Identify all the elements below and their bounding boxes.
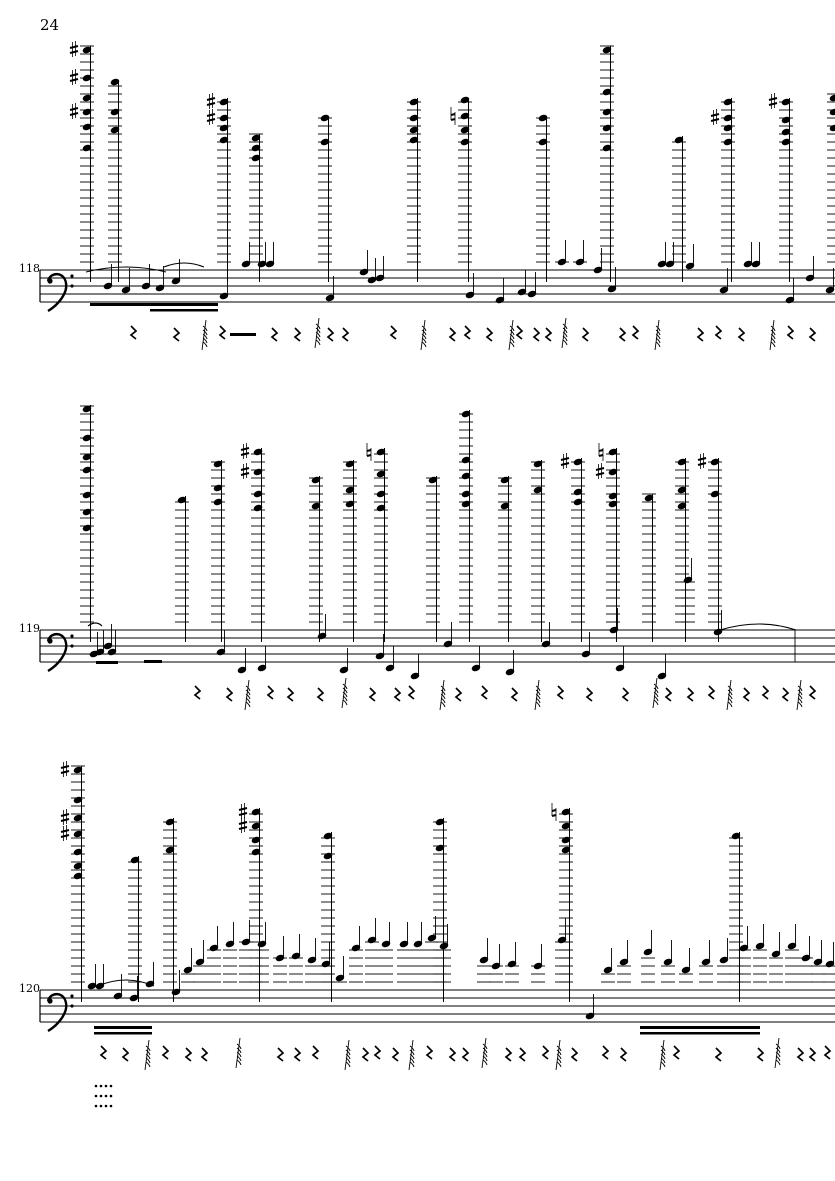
tie (720, 624, 796, 630)
quarter-rest (674, 1046, 679, 1059)
tie (86, 267, 166, 272)
augmentation-dot (110, 1105, 113, 1108)
sharp-bar (207, 114, 215, 116)
sharp-bar (70, 113, 78, 115)
bass-clef-dot (70, 644, 73, 647)
quarter-rest (409, 686, 414, 699)
quarter-rest (463, 1048, 468, 1061)
sharp-bar (70, 74, 78, 76)
measure-number-118: 118 (19, 262, 40, 275)
sharp-bar (239, 808, 247, 810)
quarter-rest (558, 686, 563, 699)
natural-bar (451, 119, 455, 120)
augmentation-dot (105, 1105, 108, 1108)
quarter-rest (512, 688, 517, 701)
quarter-rest (272, 328, 277, 341)
bass-clef-dot (70, 1004, 73, 1007)
sharp-bar (61, 771, 69, 773)
sharp-bar (241, 468, 249, 470)
quarter-rest (788, 326, 793, 339)
quarter-rest (798, 1048, 803, 1061)
natural-bar (599, 450, 603, 451)
quarter-rest (572, 1048, 577, 1061)
natural-bar (599, 455, 603, 456)
quarter-rest (395, 688, 400, 701)
quarter-rest (698, 328, 703, 341)
chord-notehead (829, 94, 835, 103)
sharp-bar (239, 822, 247, 824)
bass-clef-dot (47, 278, 52, 283)
quarter-rest (391, 326, 396, 339)
quarter-rest (375, 1046, 380, 1059)
sharp-bar (61, 830, 69, 832)
quarter-rest (482, 686, 487, 699)
quarter-rest (621, 1048, 626, 1061)
quarter-rest (318, 688, 323, 701)
chord-notehead (829, 124, 835, 133)
quarter-rest (744, 688, 749, 701)
augmentation-dot (95, 1095, 98, 1098)
augmentation-dot (110, 1085, 113, 1088)
quarter-rest (583, 328, 588, 341)
quarter-rest (506, 1048, 511, 1061)
natural-bar (451, 114, 455, 115)
quarter-rest (739, 328, 744, 341)
quarter-rest (543, 1046, 548, 1059)
quarter-rest (227, 688, 232, 701)
augmentation-dot (95, 1105, 98, 1108)
sharp-bar (241, 473, 249, 475)
quarter-rest (202, 1048, 207, 1061)
quarter-rest (313, 1046, 318, 1059)
quarter-rest (393, 1048, 398, 1061)
sharp-bar (239, 813, 247, 815)
sharp-bar (70, 108, 78, 110)
quarter-rest (363, 1048, 368, 1061)
sharp-bar (241, 453, 249, 455)
quarter-rest (546, 328, 551, 341)
beam (94, 1026, 152, 1029)
bass-clef-dot (47, 638, 52, 643)
natural-bar (552, 815, 556, 816)
quarter-rest (534, 328, 539, 341)
sharp-bar (61, 814, 69, 816)
augmentation-dot (100, 1105, 103, 1108)
quarter-rest (288, 688, 293, 701)
quarter-rest (456, 688, 461, 701)
quarter-rest (195, 686, 200, 699)
quarter-rest (131, 326, 136, 339)
quarter-rest (716, 326, 721, 339)
sharp-bar (561, 458, 569, 460)
sharp-bar (241, 448, 249, 450)
sharp-bar (61, 835, 69, 837)
quarter-rest (623, 688, 628, 701)
bass-clef-dot (70, 274, 73, 277)
bass-clef-dot (70, 284, 73, 287)
sharp-bar (207, 98, 215, 100)
quarter-rest (688, 688, 693, 701)
quarter-rest (278, 1048, 283, 1061)
quarter-rest (825, 1046, 830, 1059)
quarter-rest (810, 1048, 815, 1061)
sharp-bar (70, 51, 78, 53)
augmentation-dot (105, 1095, 108, 1098)
tie (164, 263, 204, 267)
tie (98, 980, 154, 986)
half-rest (144, 660, 162, 663)
quarter-rest (587, 688, 592, 701)
quarter-rest (716, 1048, 721, 1061)
quarter-rest (810, 686, 815, 699)
quarter-rest (370, 688, 375, 701)
quarter-rest (427, 1046, 432, 1059)
sharp-bar (70, 46, 78, 48)
augmentation-dot (95, 1085, 98, 1088)
quarter-rest (101, 1046, 106, 1059)
quarter-rest (603, 1046, 608, 1059)
quarter-rest (487, 328, 492, 341)
quarter-rest (783, 688, 788, 701)
whole-rest (230, 333, 256, 336)
measure-number-119: 119 (19, 622, 40, 635)
quarter-rest (620, 328, 625, 341)
quarter-rest (517, 326, 522, 339)
quarter-rest (450, 1048, 455, 1061)
augmentation-dot (100, 1095, 103, 1098)
sharp-bar (207, 103, 215, 105)
sharp-bar (698, 458, 706, 460)
natural-bar (552, 810, 556, 811)
beam (150, 309, 218, 312)
quarter-rest (758, 1048, 763, 1061)
sharp-bar (698, 463, 706, 465)
quarter-rest (295, 328, 300, 341)
augmentation-dot (100, 1085, 103, 1088)
sharp-bar (239, 827, 247, 829)
chord-notehead (829, 108, 835, 117)
quarter-rest (666, 688, 671, 701)
quarter-rest (465, 326, 470, 339)
quarter-rest (763, 686, 768, 699)
beam (640, 1032, 760, 1035)
bass-clef-dot (70, 994, 73, 997)
sharp-bar (207, 119, 215, 121)
quarter-rest (220, 326, 225, 339)
beam (94, 1032, 152, 1035)
quarter-rest (123, 1048, 128, 1061)
half-rest (96, 661, 118, 664)
beam (90, 303, 218, 306)
quarter-rest (810, 328, 815, 341)
quarter-rest (186, 1048, 191, 1061)
quarter-rest (343, 328, 348, 341)
quarter-rest (174, 328, 179, 341)
quarter-rest (709, 686, 714, 699)
sharp-bar (596, 468, 604, 470)
quarter-rest (633, 326, 638, 339)
sharp-bar (596, 473, 604, 475)
sharp-bar (561, 463, 569, 465)
page-number: 24 (40, 16, 60, 34)
beam (640, 1026, 760, 1029)
sharp-bar (70, 79, 78, 81)
quarter-rest (520, 1048, 525, 1061)
quarter-rest (450, 328, 455, 341)
measure-number-120: 120 (19, 982, 40, 995)
sharp-bar (769, 103, 777, 105)
sharp-bar (769, 98, 777, 100)
sharp-bar (711, 114, 719, 116)
quarter-rest (268, 686, 273, 699)
bass-clef-dot (47, 998, 52, 1003)
bass-clef-dot (70, 634, 73, 637)
natural-bar (367, 450, 371, 451)
sharp-bar (61, 819, 69, 821)
natural-bar (367, 455, 371, 456)
sharp-bar (711, 119, 719, 121)
quarter-rest (295, 1048, 300, 1061)
augmentation-dot (110, 1095, 113, 1098)
sharp-bar (61, 766, 69, 768)
quarter-rest (163, 1046, 168, 1059)
augmentation-dot (105, 1085, 108, 1088)
quarter-rest (328, 328, 333, 341)
